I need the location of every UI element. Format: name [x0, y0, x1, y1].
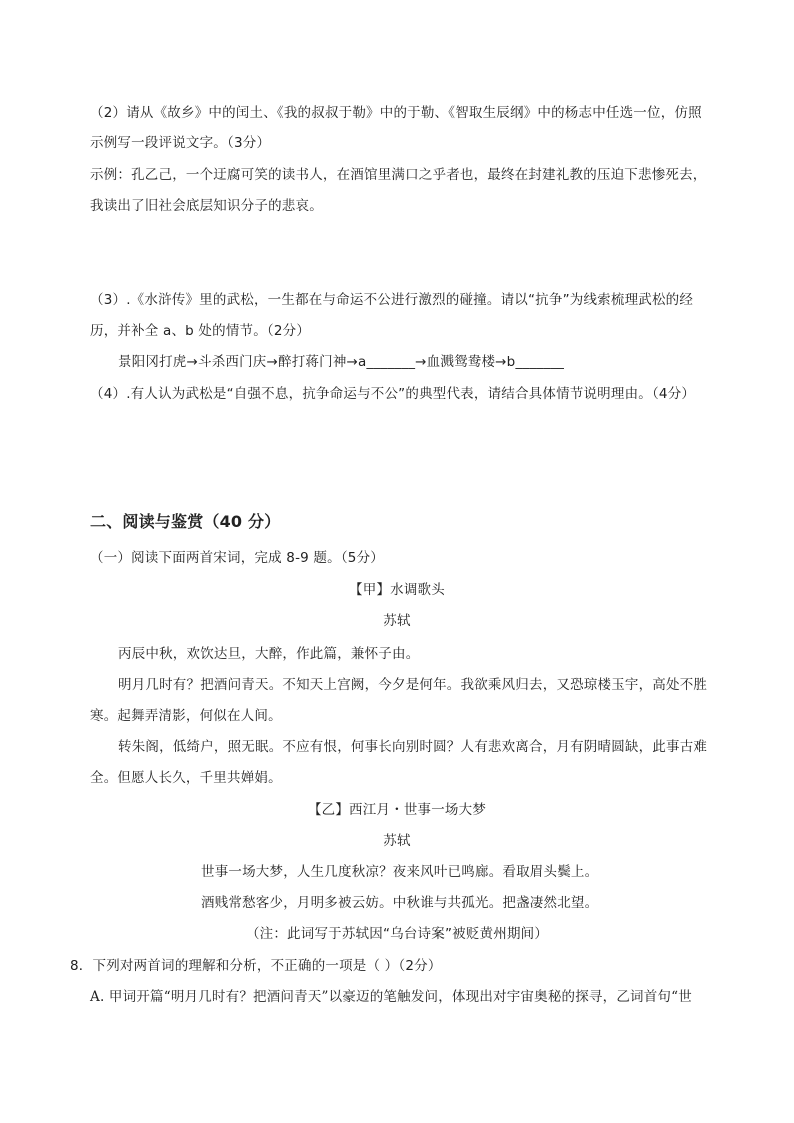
- section-heading: 二、阅读与鉴赏（40 分）: [90, 512, 281, 531]
- poem2-note: （注：此词写于苏轼因“乌台诗案”被贬黄州期间）: [245, 926, 549, 942]
- q3-line1: （3）.《水浒传》里的武松，一生都在与命运不公进行激烈的碰撞。请以“抗争”为线索梳理武松的经: [90, 292, 694, 308]
- q3-plot-chain: 景阳冈打虎→斗杀西门庆→醉打蒋门神→a_______→血溅鸳鸯楼→b_______: [118, 354, 565, 370]
- poem1-para1-line2: 寒。起舞弄清影，何似在人间。: [90, 708, 282, 724]
- poem1-title: 【甲】水调歌头: [349, 582, 445, 598]
- poem1-para1-line1: 明月几时有？把酒问青天。不知天上宫阙，今夕是何年。我欲乘风归去，又恐琼楼玉宇，高处不胜: [118, 677, 708, 693]
- poem2-line1: 世事一场大梦，人生几度秋凉？夜来风叶已鸣廊。看取眉头鬓上。: [201, 864, 599, 880]
- q2-example-line2: 我读出了旧社会底层知识分子的悲哀。: [90, 198, 323, 214]
- poem1-preface: 丙辰中秋，欢饮达旦，大醉，作此篇，兼怀子由。: [118, 646, 420, 662]
- poem1-author: 苏轼: [383, 613, 411, 629]
- poem2-title: 【乙】西江月・世事一场大梦: [307, 802, 487, 818]
- q8-stem: 8．下列对两首词的理解和分析，不正确的一项是（ ）（2分）: [70, 958, 442, 974]
- q2-line2: 示例写一段评说文字。（3分）: [90, 135, 271, 151]
- q2-example-line1: 示例：孔乙己，一个迂腐可笑的读书人，在酒馆里满口之乎者也，最终在封建礼教的压迫下悲惨死去，: [90, 167, 707, 183]
- poem2-line2: 酒贱常愁客少，月明多被云妨。中秋谁与共孤光。把盏凄然北望。: [201, 895, 599, 911]
- section-subheading: （一）阅读下面两首宋词，完成 8-9 题。（5分）: [90, 550, 384, 566]
- poem1-para2-line1: 转朱阁，低绮户，照无眠。不应有恨，何事长向别时圆？人有悲欢离合，月有阴晴圆缺，此事古难: [118, 739, 708, 755]
- poem2-author: 苏轼: [383, 833, 411, 849]
- q4-line1: （4）.有人认为武松是“自强不息，抗争命运与不公”的典型代表，请结合具体情节说明理由。（4分）: [90, 386, 696, 402]
- q3-line2: 历，并补全 a、b 处的情节。（2分）: [90, 323, 311, 339]
- q8-option-a: A. 甲词开篇“明月几时有？把酒问青天”以豪迈的笔触发问，体现出对宇宙奥秘的探寻，乙词首句“世: [90, 989, 692, 1005]
- q2-line1: （2）请从《故乡》中的闰土、《我的叔叔于勒》中的于勒、《智取生辰纲》中的杨志中任选一位，仿照: [90, 105, 702, 121]
- poem1-para2-line2: 全。但愿人长久，千里共婵娟。: [90, 770, 282, 786]
